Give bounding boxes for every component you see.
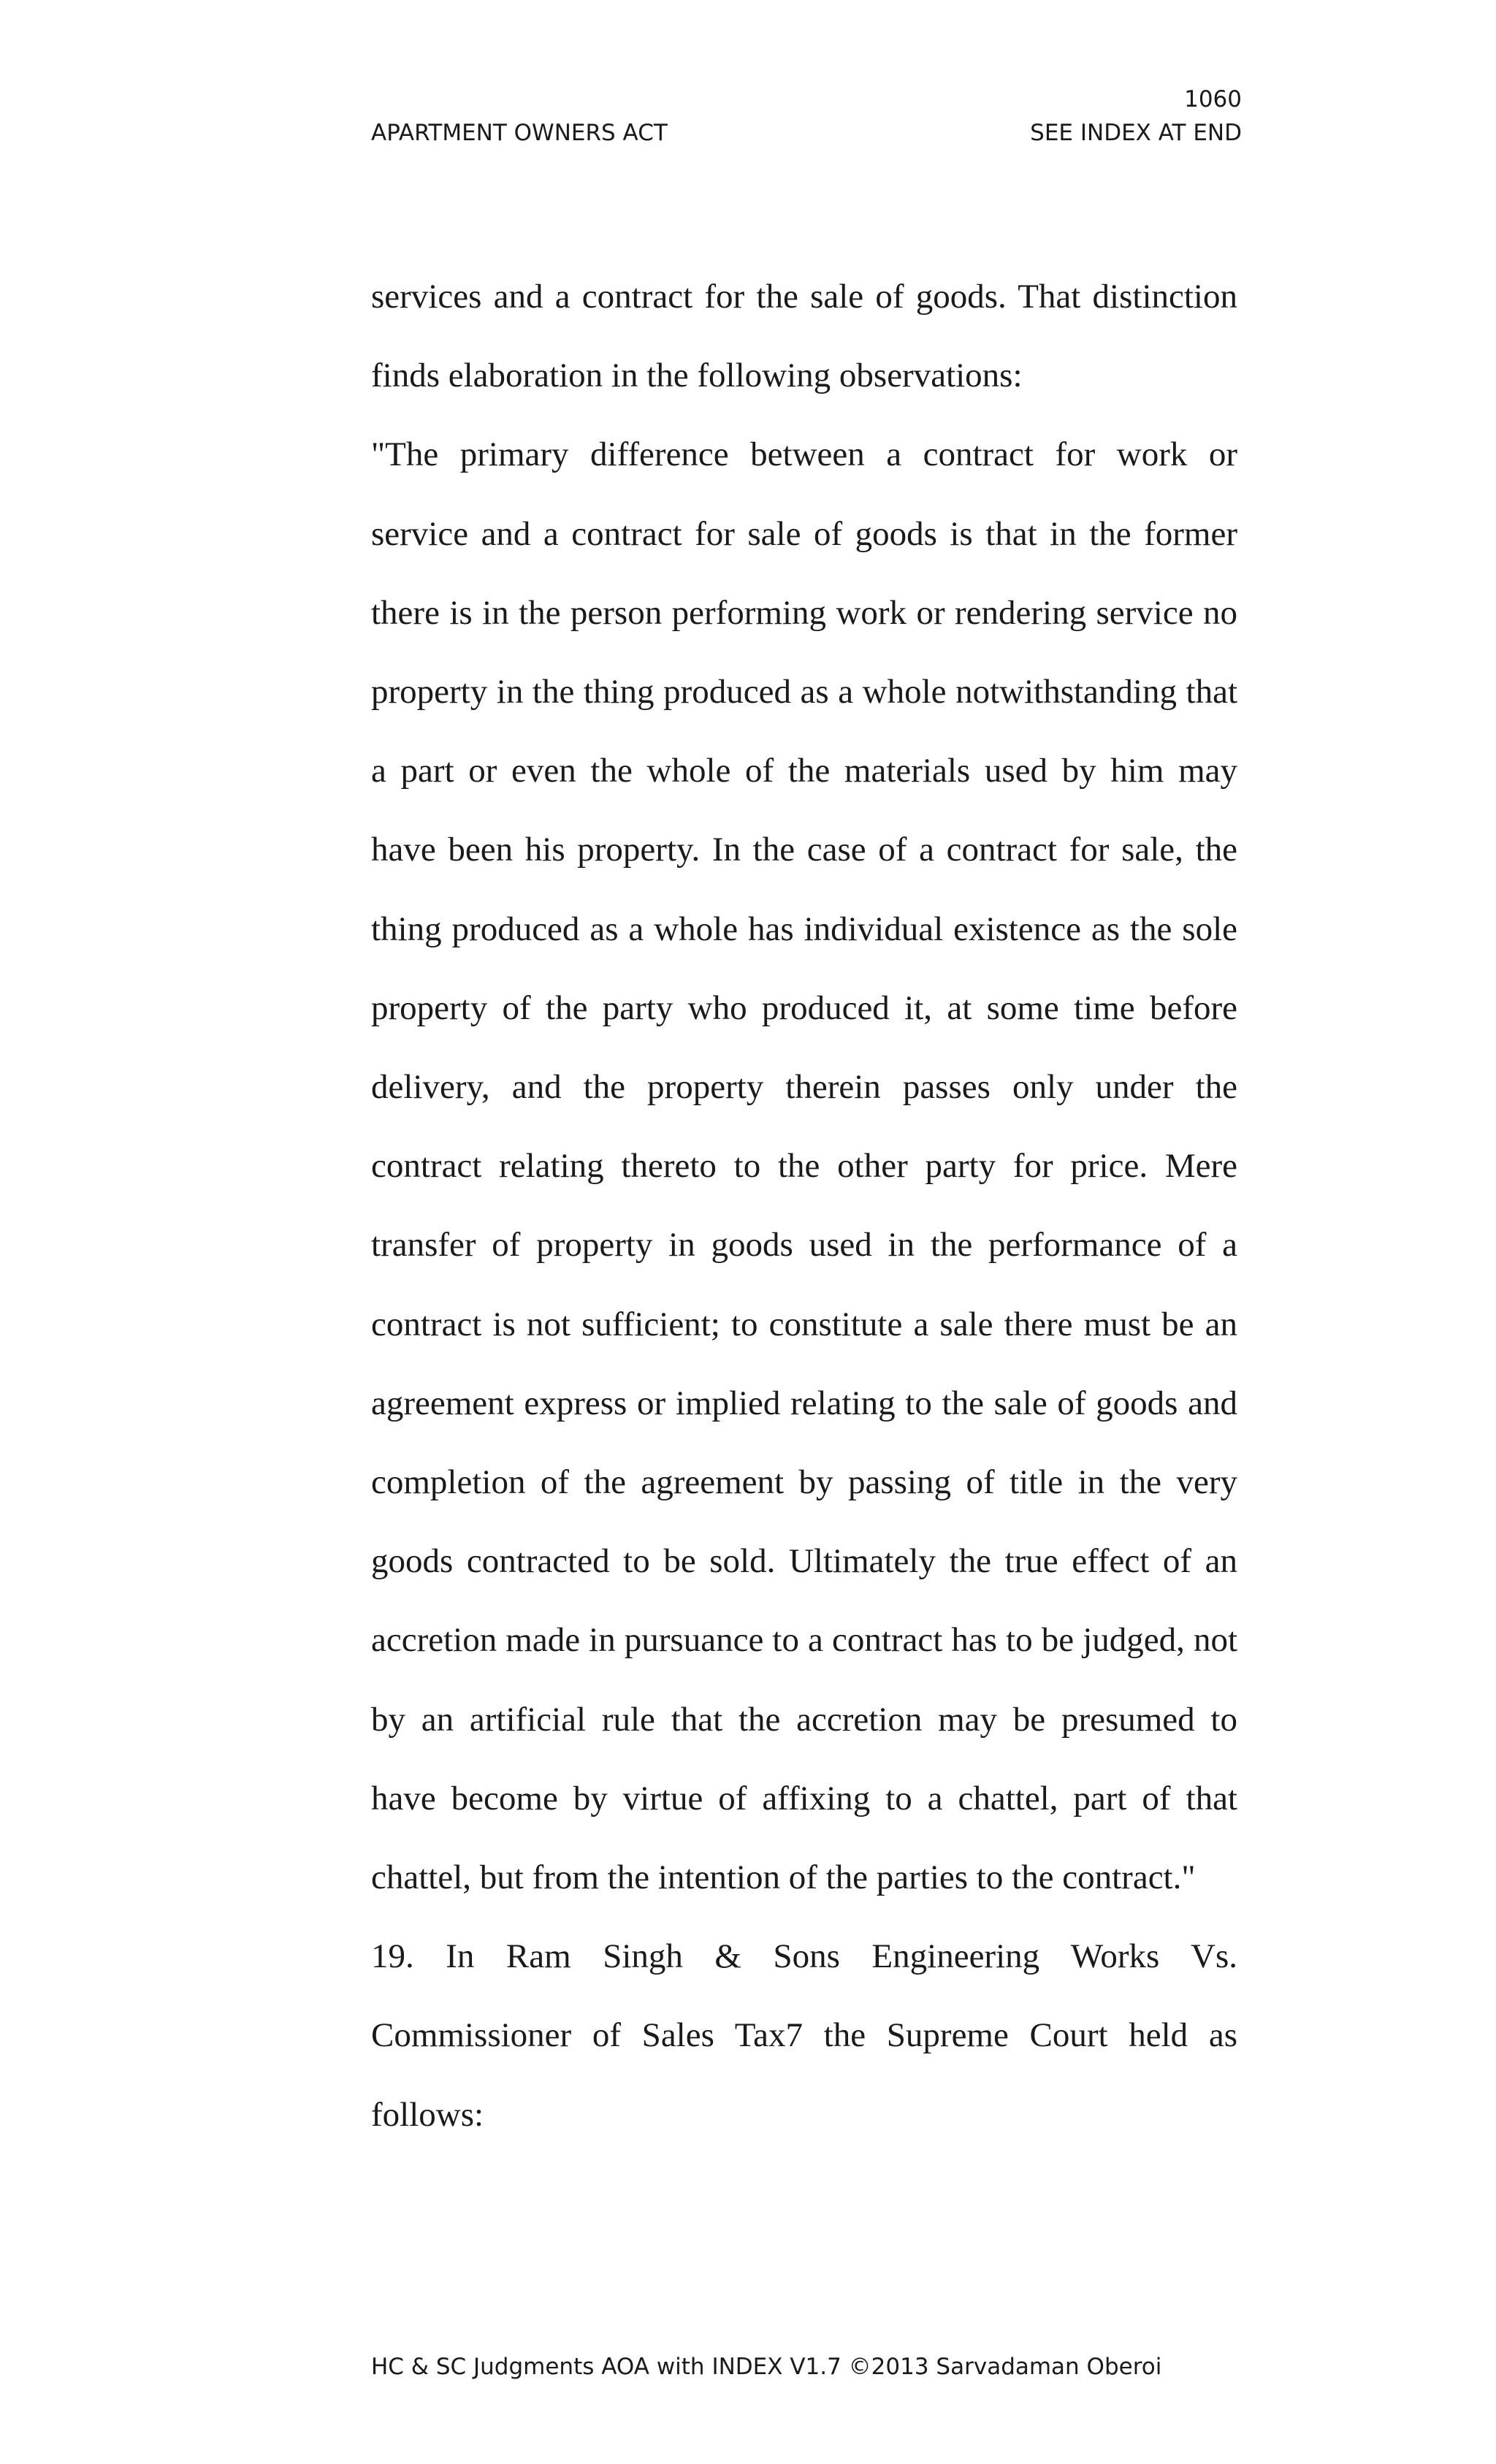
paragraph-quotation: "The primary difference between a contract for work or service and a contract for sale of goods is that in the former there is in the person performing work or rendering service no property in the thing produced as a whole notwithstanding that a part or even the whole of the materials used by him may have been his property. In the case of a contract for sale, the thing produced as a whole has individual existence as the sole property of the party who produced it, at some time before delivery, and the property therein passes only under the contract relating thereto to the other party for price. Mere transfer of property in goods used in the performance of a contract is not sufficient; to constitute a sale there must be an agreement express or implied relating to the sale of goods and completion of the agreement by passing of title in the very goods contracted to be sold. Ultimately the true effect of an accretion made in pursuance to a contract has to be judged, not by an artificial rule that the accretion may be presumed to have become by virtue of affixing to a chattel, part of that chattel, but from the intention of the parties to the contract." xyxy=(371,435,1237,1897)
running-header-title: APARTMENT OWNERS ACT xyxy=(371,120,668,146)
paragraph-intro: services and a contract for the sale of goods. That distinction finds elaboration in the following observations: xyxy=(371,278,1237,395)
running-header-index-note: SEE INDEX AT END xyxy=(1030,120,1242,146)
body-text xyxy=(371,257,1237,2154)
page-footer: HC & SC Judgments AOA with INDEX V1.7 ©2013 Sarvadaman Oberoi xyxy=(371,2354,1162,2380)
page-number: 1060 xyxy=(1184,86,1242,112)
paragraph-numbered-19: 19. In Ram Singh & Sons Engineering Works Vs. Commissioner of Sales Tax7 the Supreme Court held as follows: xyxy=(371,1937,1237,2134)
